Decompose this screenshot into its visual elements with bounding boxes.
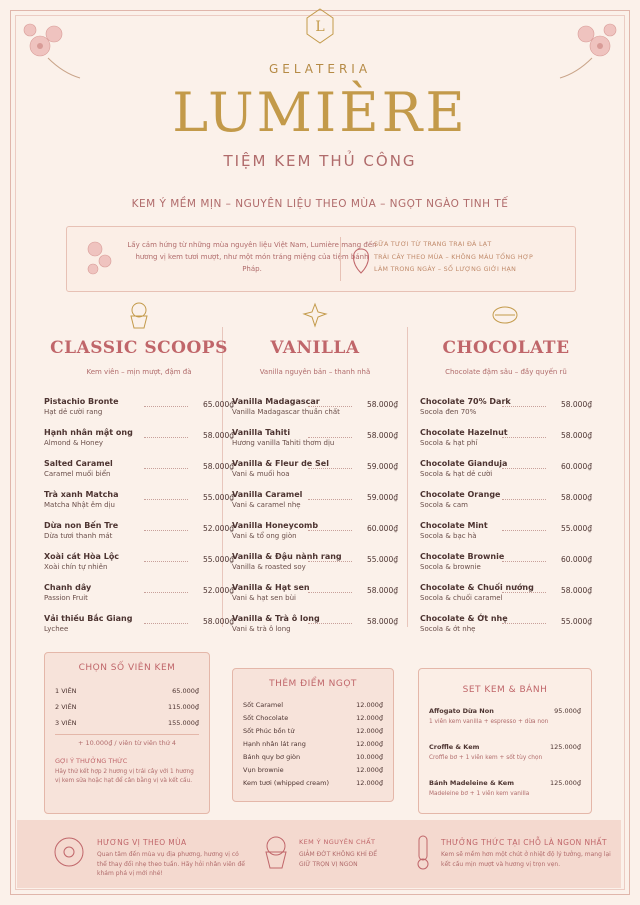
menu-item-name: Chocolate Mint — [420, 521, 488, 530]
intro-panel — [66, 226, 576, 292]
menu-item-desc: Socola & cam — [420, 501, 468, 509]
menu-item — [420, 396, 592, 427]
menu-item-name: Chanh dây — [44, 583, 92, 592]
menu-item-name: Vanilla Caramel — [232, 490, 303, 499]
leader-dots — [144, 617, 188, 624]
menu-item — [232, 582, 398, 613]
menu-item — [420, 613, 592, 644]
menu-item — [420, 520, 592, 551]
menu-item-price: 60.000₫ — [366, 524, 398, 533]
menu-item-desc: Socola & hạt dẻ cười — [420, 470, 493, 478]
leader-dots — [308, 493, 352, 500]
price-row: Bánh quy bơ giòn 10.000₫ — [243, 753, 383, 761]
menu-item — [232, 458, 398, 489]
menu-item-desc: Passion Fruit — [44, 594, 88, 602]
intro-text: Lấy cảm hứng từ những mùa nguyên liệu Việt Nam, Lumière mang đến hương vị kem tươi mượt, như một món tráng miệng của tiệm bánh Pháp. — [127, 241, 377, 273]
menu-item — [232, 427, 398, 458]
leader-dots — [144, 524, 188, 531]
price-row: 1 VIÊN 65.000₫ — [55, 687, 199, 695]
price-row: Kem tươi (whipped cream) 12.000₫ — [243, 779, 383, 787]
menu-item-desc: Vani & hạt sen bùi — [232, 594, 296, 602]
menu-item-name: Xoài cát Hòa Lộc — [44, 552, 120, 561]
menu-item — [44, 427, 234, 458]
menu-item-desc: Dừa tươi thanh mát — [44, 532, 113, 540]
menu-item-desc: Socola & bạc hà — [420, 532, 477, 540]
menu-item-name: Pistachio Bronte — [44, 397, 119, 406]
menu-item-desc: Hương vanilla Tahiti thơm dịu — [232, 439, 335, 447]
logo-emblem — [305, 8, 335, 44]
menu-item-price: 58.000₫ — [366, 431, 398, 440]
menu-item — [420, 427, 592, 458]
menu-item-price: 55.000₫ — [202, 555, 234, 564]
leader-dots — [308, 400, 352, 407]
price-row: Vụn brownie 12.000₫ — [243, 766, 383, 774]
scoop-count-box: CHỌN SỐ VIÊN KEM 1 VIÊN 65.000₫ 2 VIÊN 115.000₫ 3 VIÊN 155.000₫ + 10.000₫ / viên từ viên thứ 4 GỢI Ý THƯỞNG THỨC Hãy thử kết hợp 2 hương vị trái cây với 1 hương vị kem sữa hoặc hạt để cân bằng vị và kết cấu. — [44, 652, 210, 814]
brand-label: GELATERIA — [268, 62, 372, 76]
set-box: SET KEM & BÁNH Affogato Dừa Non 95.000₫ 1 viên kem vanilla + espresso + dừa non Croffle & Kem 125.000₫ Croffle bơ + 1 viên kem + sốt tùy chọn Bánh Madeleine & Kem 125.000₫ Madeleine bơ + 1 viên kem vanilla — [418, 668, 592, 814]
leader-dots — [308, 586, 352, 593]
leader-dots — [502, 555, 546, 562]
menu-item — [232, 520, 398, 551]
menu-item — [232, 613, 398, 644]
menu-item-price: 58.000₫ — [202, 617, 234, 626]
leader-dots — [144, 555, 188, 562]
leader-dots — [502, 586, 546, 593]
svg-text:L: L — [315, 19, 325, 35]
menu-item — [232, 396, 398, 427]
menu-item — [44, 613, 234, 644]
menu-item — [420, 582, 592, 613]
leader-dots — [502, 431, 546, 438]
menu-item-name: Chocolate Hazelnut — [420, 428, 508, 437]
menu-item-name: Salted Caramel — [44, 459, 113, 468]
menu-item-name: Hạnh nhân mật ong — [44, 428, 133, 437]
price-row: Hạnh nhân lát rang 12.000₫ — [243, 740, 383, 748]
leader-dots — [502, 524, 546, 531]
menu-item-price: 55.000₫ — [560, 524, 592, 533]
leader-dots — [144, 400, 188, 407]
menu-item-price: 55.000₫ — [560, 617, 592, 626]
leader-dots — [144, 462, 188, 469]
menu-item-desc: Socola đen 70% — [420, 408, 477, 416]
price-row: Sốt Caramel 12.000₫ — [243, 701, 383, 709]
menu-item-price: 58.000₫ — [202, 462, 234, 471]
footer-band: HƯƠNG VỊ THEO MÙA Quan tâm đến mùa vụ địa phương, hương vị có thể thay đổi nhẹ theo tuần. Hãy hỏi nhân viên để khám phá vị mới nhé! KEM Ý NGUYÊN CHẤT GIẢM ĐỚT KHÔNG KHÍ ĐỂ GIỮ TRỌN VỊ NGON THƯỞNG THỨC TẠI CHỖ LÀ NGON NHẤT Kem sẽ mềm hơn một chút ở nhiệt độ lý tưởng, mang lại kết cấu mịn mượt và hương vị trọn vẹn. — [17, 820, 621, 888]
set-item: Affogato Dừa Non 95.000₫ 1 viên kem vanilla + espresso + dừa non — [429, 707, 581, 725]
menu-item-price: 59.000₫ — [366, 493, 398, 502]
menu-column-vanilla: VANILLA Vanilla nguyên bản – thanh nhã Vanilla Madagascar Vanilla Madagascar thuần chất 58.000₫ Vanilla Tahiti Hương vanilla Tahiti thơm dịu 58.000₫ Vanilla & Fleur de Sel Vani & muối hoa 59.000₫ Vanilla Caramel Vani & caramel nhẹ 59.000₫ Vanilla Honeycomb Vani & tổ ong giòn 60.000₫ Vanilla & Đậu nành rang Vanilla & roasted soy 55.000₫ Vanilla & Hạt sen Vani & hạt sen bùi 58.000₫ Vanilla & Trà ô long Vani & trà ô long 58.000₫ — [232, 300, 398, 376]
menu-item-name: Vanilla & Đậu nành rang — [232, 552, 342, 561]
menu-column-chocolate: CHOCOLATE Chocolate đậm sâu – đầy quyến rũ Chocolate 70% Dark Socola đen 70% 58.000₫ Chocolate Hazelnut Socola & hạt phỉ 58.000₫ Chocolate Gianduja Socola & hạt dẻ cười 60.000₫ Chocolate Orange Socola & cam 58.000₫ Chocolate Mint Socola & bạc hà 55.000₫ Chocolate Brownie Socola & brownie 60.000₫ Chocolate & Chuối nướng Socola & chuối caramel 58.000₫ Chocolate & Ớt nhẹ Socola & ớt nhẹ 55.000₫ — [420, 300, 592, 376]
menu-item-desc: Socola & ớt nhẹ — [420, 625, 476, 633]
menu-item-desc: Vani & tổ ong giòn — [232, 532, 297, 540]
menu-item-desc: Almond & Honey — [44, 439, 104, 447]
menu-item-desc: Socola & chuối caramel — [420, 594, 503, 602]
leader-dots — [502, 617, 546, 624]
menu-item — [44, 458, 234, 489]
menu-item — [232, 489, 398, 520]
leader-dots — [144, 431, 188, 438]
leader-dots — [308, 524, 352, 531]
menu-item-name: Vanilla Honeycomb — [232, 521, 319, 530]
toppings-box: THÊM ĐIỂM NGỌT Sốt Caramel 12.000₫ Sốt Chocolate 12.000₫ Sốt Phúc bồn tử 12.000₫ Hạnh nhân lát rang 12.000₫ Bánh quy bơ giòn 10.000₫ Vụn brownie 12.000₫ Kem tươi (whipped cream) 12.000₫ — [232, 668, 394, 802]
leader-dots — [144, 586, 188, 593]
divider — [340, 237, 341, 281]
menu-item — [420, 489, 592, 520]
menu-item-price: 60.000₫ — [560, 462, 592, 471]
menu-item-desc: Vanilla & roasted soy — [232, 563, 306, 571]
menu-item-price: 58.000₫ — [560, 400, 592, 409]
menu-item-name: Chocolate Orange — [420, 490, 501, 499]
leader-dots — [502, 400, 546, 407]
menu-item-desc: Vanilla Madagascar thuần chất — [232, 408, 340, 416]
menu-item-desc: Vani & caramel nhẹ — [232, 501, 301, 509]
intro-points: SỮA TƯƠI TỪ TRANG TRẠI ĐÀ LẠT TRÁI CÂY THEO MÙA – KHÔNG MÀU TỔNG HỢP LÀM TRONG NGÀY – SỐ LƯỢNG GIỚI HẠN — [374, 241, 534, 273]
menu-item-name: Chocolate Gianduja — [420, 459, 508, 468]
menu-item-name: Chocolate 70% Dark — [420, 397, 511, 406]
page-subtitle: TIỆM KEM THỦ CÔNG — [223, 152, 417, 170]
menu-item-price: 58.000₫ — [366, 617, 398, 626]
strawberry-icon — [349, 243, 373, 275]
menu-item-price: 58.000₫ — [366, 400, 398, 409]
menu-item-name: Vải thiều Bắc Giang — [44, 614, 133, 623]
menu-item-price: 58.000₫ — [560, 493, 592, 502]
set-item: Bánh Madeleine & Kem 125.000₫ Madeleine bơ + 1 viên kem vanilla — [429, 779, 581, 797]
menu-item — [232, 551, 398, 582]
leader-dots — [308, 462, 352, 469]
vanilla-flower-icon — [300, 300, 330, 330]
menu-item — [420, 458, 592, 489]
menu-item-name: Vanilla & Hạt sen — [232, 583, 310, 592]
menu-item-price: 58.000₫ — [560, 431, 592, 440]
menu-item — [44, 551, 234, 582]
menu-item-price: 58.000₫ — [560, 586, 592, 595]
flower-icon — [51, 834, 87, 870]
leader-dots — [308, 431, 352, 438]
menu-item — [420, 551, 592, 582]
menu-item-price: 52.000₫ — [202, 586, 234, 595]
price-row: Sốt Chocolate 12.000₫ — [243, 714, 383, 722]
menu-item-desc: Lychee — [44, 625, 69, 633]
menu-item-desc: Vani & muối hoa — [232, 470, 290, 478]
menu-item-desc: Matcha Nhật êm dịu — [44, 501, 115, 509]
menu-item-price: 55.000₫ — [366, 555, 398, 564]
menu-item-desc: Xoài chín tự nhiên — [44, 563, 108, 571]
leader-dots — [308, 617, 352, 624]
leader-dots — [502, 493, 546, 500]
menu-column-classic: CLASSIC SCOOPS Kem viên – mịn mượt, đậm đà Pistachio Bronte Hạt dẻ cười rang 65.000₫ Hạnh nhân mật ong Almond & Honey 58.000₫ Salted Caramel Caramel muối biển 58.000₫ Trà xanh Matcha Matcha Nhật êm dịu 55.000₫ Dừa non Bến Tre Dừa tươi thanh mát 52.000₫ Xoài cát Hòa Lộc Xoài chín tự nhiên 55.000₫ Chanh dây Passion Fruit 52.000₫ Vải thiều Bắc Giang Lychee 58.000₫ — [44, 300, 234, 376]
menu-item-name: Chocolate & Ớt nhẹ — [420, 614, 508, 623]
menu-item-price: 58.000₫ — [366, 586, 398, 595]
menu-item-price: 60.000₫ — [560, 555, 592, 564]
menu-item-name: Trà xanh Matcha — [44, 490, 119, 499]
menu-item-desc: Socola & hạt phỉ — [420, 439, 478, 447]
menu-item-name: Chocolate Brownie — [420, 552, 505, 561]
price-row: 2 VIÊN 115.000₫ — [55, 703, 199, 711]
menu-item-name: Vanilla Madagascar — [232, 397, 320, 406]
menu-item-name: Vanilla Tahiti — [232, 428, 291, 437]
menu-item-price: 65.000₫ — [202, 400, 234, 409]
leader-dots — [144, 493, 188, 500]
menu-item-desc: Socola & brownie — [420, 563, 481, 571]
ice-cream-cup-icon — [124, 300, 154, 330]
cacao-pod-icon — [490, 300, 520, 330]
menu-item — [44, 582, 234, 613]
thermometer-icon — [409, 834, 437, 870]
menu-item-price: 58.000₫ — [202, 431, 234, 440]
leader-dots — [502, 462, 546, 469]
menu-item — [44, 520, 234, 551]
menu-item-desc: Vani & trà ô long — [232, 625, 291, 633]
tagline: KEM Ý MỀM MỊN – NGUYÊN LIỆU THEO MÙA – NGỌT NGÀO TINH TẾ — [131, 198, 509, 210]
menu-item-name: Vanilla & Fleur de Sel — [232, 459, 329, 468]
menu-item-name: Vanilla & Trà ô long — [232, 614, 320, 623]
menu-item-name: Dừa non Bến Tre — [44, 521, 119, 530]
price-row: 3 VIÊN 155.000₫ — [55, 719, 199, 727]
menu-item-name: Chocolate & Chuối nướng — [420, 583, 534, 592]
menu-item-desc: Caramel muối biển — [44, 470, 111, 478]
page-title: LUMIÈRE — [172, 81, 468, 144]
menu-item-desc: Hạt dẻ cười rang — [44, 408, 103, 416]
cupcake-icon — [261, 832, 291, 872]
menu-item-price: 52.000₫ — [202, 524, 234, 533]
divider — [407, 327, 408, 627]
leader-dots — [308, 555, 352, 562]
flower-icon — [81, 235, 117, 283]
price-row: Sốt Phúc bồn tử 12.000₫ — [243, 727, 383, 735]
menu-item-price: 55.000₫ — [202, 493, 234, 502]
menu-item — [44, 489, 234, 520]
menu-item-price: 59.000₫ — [366, 462, 398, 471]
set-item: Croffle & Kem 125.000₫ Croffle bơ + 1 viên kem + sốt tùy chọn — [429, 743, 581, 761]
menu-item — [44, 396, 234, 427]
